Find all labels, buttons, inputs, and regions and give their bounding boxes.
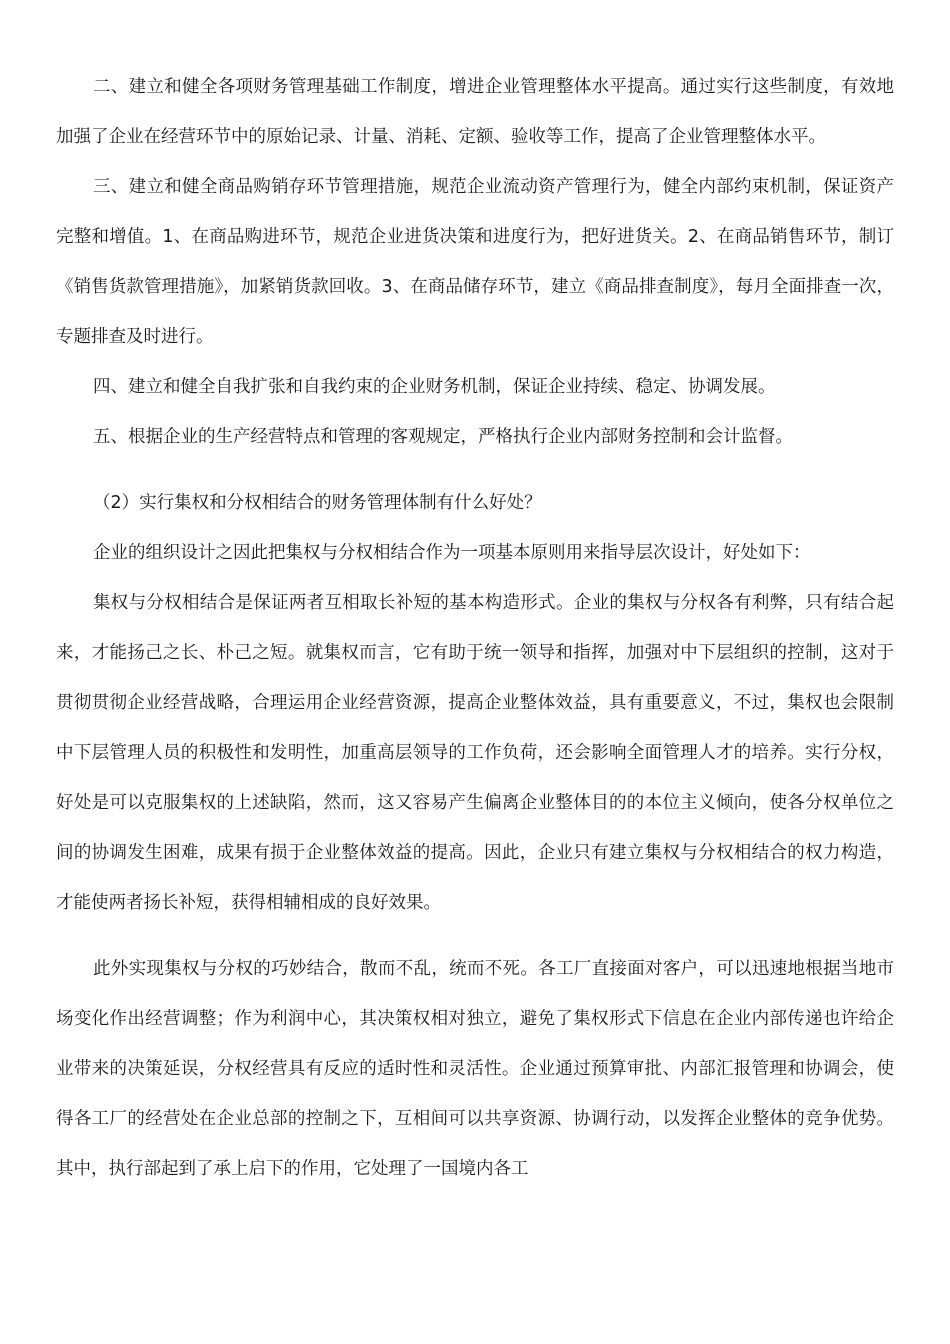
document-page — [56, 62, 894, 1194]
answer-paragraph-2: 此外实现集权与分权的巧妙结合，散而不乱，统而不死。各工厂直接面对客户，可以迅速地根据当地市场变化作出经营调整；作为利润中心，其决策权相对独立，避免了集权形式下信息在企业内部传递也许给企业带来的决策延误，分权经营具有反应的适时性和灵活性。企业通过预算审批、内部汇报管理和协调会，使得各工厂的经营处在企业总部的控制之下，互相间可以共享资源、协调行动，以发挥企业整体的竞争优势。其中，执行部起到了承上启下的作用，它处理了一国境内各工 — [56, 959, 894, 1179]
paragraph-item-3: 三、建立和健全商品购销存环节管理措施，规范企业流动资产管理行为，健全内部约束机制，保证资产完整和增值。1、在商品购进环节，规范企业进货决策和进度行为，把好进货关。2、在商品销售环节，制订《销售货款管理措施》，加紧销货款回收。3、在商品储存环节，建立《商品排查制度》，每月全面排查一次，专题排查及时进行。 — [56, 177, 894, 347]
paragraph-item-4: 四、建立和健全自我扩张和自我约束的企业财务机制，保证企业持续、稳定、协调发展。 — [93, 377, 776, 397]
answer-intro: 企业的组织设计之因此把集权与分权相结合作为一项基本原则用来指导层次设计，好处如下： — [93, 543, 811, 563]
paragraph-item-5: 五、根据企业的生产经营特点和管理的客观规定，严格执行企业内部财务控制和会计监督。 — [93, 427, 793, 447]
paragraph-item-2: 二、建立和健全各项财务管理基础工作制度，增进企业管理整体水平提高。通过实行这些制度，有效地加强了企业在经营环节中的原始记录、计量、消耗、定额、验收等工作，提高了企业管理整体水平。 — [56, 77, 894, 147]
question-heading: （2）实行集权和分权相结合的财务管理体制有什么好处？ — [93, 493, 542, 513]
answer-paragraph-1: 集权与分权相结合是保证两者互相取长补短的基本构造形式。企业的集权与分权各有利弊，只有结合起来，才能扬己之长、朴己之短。就集权而言，它有助于统一领导和指挥，加强对中下层组织的控制，这对于贯彻贯彻企业经营战略，合理运用企业经营资源，提高企业整体效益，具有重要意义，不过，集权也会限制中下层管理人员的积极性和发明性，加重高层领导的工作负荷，还会影响全面管理人才的培养。实行分权，好处是可以克服集权的上述缺陷，然而，这又容易产生偏离企业整体目的的本位主义倾向，使各分权单位之间的协调发生困难，成果有损于企业整体效益的提高。因此，企业只有建立集权与分权相结合的权力构造，才能使两者扬长补短，获得相辅相成的良好效果。 — [56, 593, 894, 913]
